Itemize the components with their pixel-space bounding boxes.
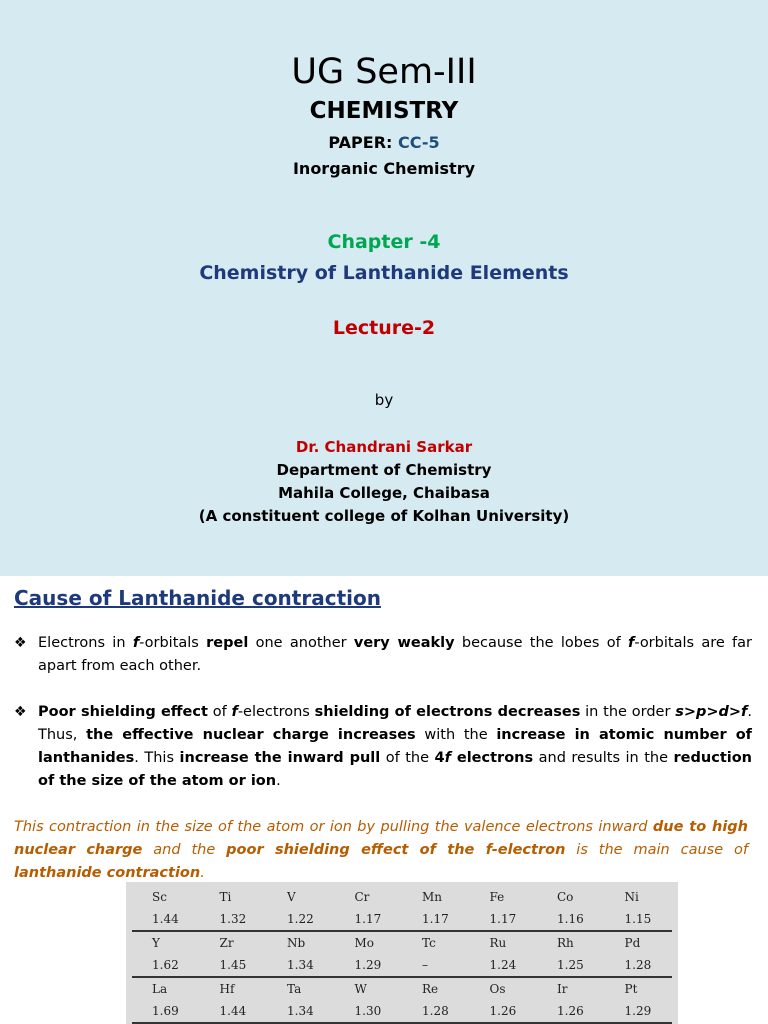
symbol-row [132, 931, 672, 954]
radius-value-cell: 1.16 [537, 908, 605, 931]
author-name: Dr. Chandrani Sarkar [295, 438, 473, 456]
element-symbol-cell: Ni [624, 890, 639, 904]
paper-label: PAPER: [328, 133, 398, 152]
radius-value-cell: 1.25 [537, 954, 605, 977]
element-symbol-cell: Pt [624, 982, 638, 996]
atomic-radii-table [132, 886, 672, 1024]
radius-value-cell: 1.29 [335, 954, 403, 977]
element-symbol-cell: Cr [354, 890, 370, 904]
radius-value-cell: 1.44 [200, 1000, 268, 1023]
radius-value-cell: 1.17 [335, 908, 403, 931]
element-symbol-cell: Rh [557, 936, 574, 950]
course-title: UG Sem-III [291, 52, 477, 92]
by-label: by [374, 391, 394, 409]
radius-value-cell: 1.32 [200, 908, 268, 931]
radius-value-cell: 1.34 [267, 1000, 335, 1023]
element-symbol-cell: Co [557, 890, 574, 904]
radius-value-cell: 1.69 [132, 1000, 200, 1023]
content-slide [0, 576, 768, 1024]
college: Mahila College, Chaibasa [278, 484, 490, 502]
radius-value-cell: 1.44 [132, 908, 200, 931]
radius-value-cell: 1.45 [200, 954, 268, 977]
radius-value-cell: – [402, 954, 470, 977]
subject: CHEMISTRY [309, 98, 459, 124]
radius-value-cell: 1.15 [605, 908, 673, 931]
department: Department of Chemistry [276, 461, 492, 479]
element-symbol-cell: Zr [219, 936, 234, 950]
bullet-text: Poor shielding effect of f-electrons shielding of electrons decreases in the order s>p>d>f. Thus, the effective nuclear charge increases with the increase in atomic number of lanthanides. This increase the inward pull of the 4f electrons and results in the reduction of the size of the atom or ion. [38, 704, 752, 789]
element-symbol-cell: Re [422, 982, 439, 996]
bullet-text: Electrons in f-orbitals repel one another very weakly because the lobes of f-orbitals are far apart from each other. [38, 635, 753, 674]
university: (A constituent college of Kolhan University) [198, 507, 570, 525]
radius-value-cell: 1.22 [267, 908, 335, 931]
radius-value-cell: 1.28 [605, 954, 673, 977]
symbol-row [132, 977, 672, 1000]
radius-value-cell: 1.30 [335, 1000, 403, 1023]
radius-value-cell: 1.17 [470, 908, 538, 931]
element-symbol-cell: V [287, 890, 296, 904]
bullet-point-1 [14, 632, 752, 678]
element-symbol-cell: Ru [489, 936, 507, 950]
radius-value-cell: 1.24 [470, 954, 538, 977]
symbol-row [132, 886, 672, 908]
radius-value-cell: 1.26 [537, 1000, 605, 1023]
radius-value-cell: 1.26 [470, 1000, 538, 1023]
branch: Inorganic Chemistry [292, 159, 476, 178]
element-symbol-cell: Hf [219, 982, 235, 996]
radius-value-cell: 1.29 [605, 1000, 673, 1023]
radius-row [132, 954, 672, 977]
radius-value-cell: 1.62 [132, 954, 200, 977]
radius-value-cell: 1.28 [402, 1000, 470, 1023]
slide-heading: Cause of Lanthanide contraction [14, 586, 381, 610]
element-symbol-cell: Ir [557, 982, 568, 996]
element-symbol-cell: Mn [422, 890, 443, 904]
diamond-bullet-icon: ❖ [14, 635, 27, 651]
element-symbol-cell: Y [152, 936, 160, 950]
element-symbol-cell: Sc [152, 890, 167, 904]
element-symbol-cell: Tc [422, 936, 436, 950]
radius-value-cell: 1.17 [402, 908, 470, 931]
radius-row [132, 908, 672, 931]
element-symbol-cell: Os [489, 982, 506, 996]
paper-line [0, 133, 768, 152]
element-symbol-cell: Ta [287, 982, 302, 996]
summary-paragraph: This contraction in the size of the atom or ion by pulling the valence electrons inward due to high nuclear charge and the poor shielding effect of the f-electron is the main cause of lanthanide contraction. [14, 819, 748, 881]
diamond-bullet-icon: ❖ [14, 704, 27, 720]
element-symbol-cell: La [152, 982, 168, 996]
element-symbol-cell: Fe [489, 890, 505, 904]
element-symbol-cell: Nb [287, 936, 306, 950]
element-symbol-cell: Mo [354, 936, 375, 950]
element-symbol-cell: W [354, 982, 367, 996]
chapter-number: Chapter -4 [327, 231, 441, 253]
paper-code: CC-5 [397, 133, 440, 152]
bullet-point-2 [14, 701, 752, 793]
radius-row [132, 1000, 672, 1023]
element-symbol-cell: Pd [624, 936, 641, 950]
lecture-number: Lecture-2 [332, 317, 436, 339]
radius-value-cell: 1.34 [267, 954, 335, 977]
chapter-name: Chemistry of Lanthanide Elements [199, 262, 569, 284]
atomic-radii-table-image [126, 882, 678, 1024]
element-symbol-cell: Ti [219, 890, 232, 904]
